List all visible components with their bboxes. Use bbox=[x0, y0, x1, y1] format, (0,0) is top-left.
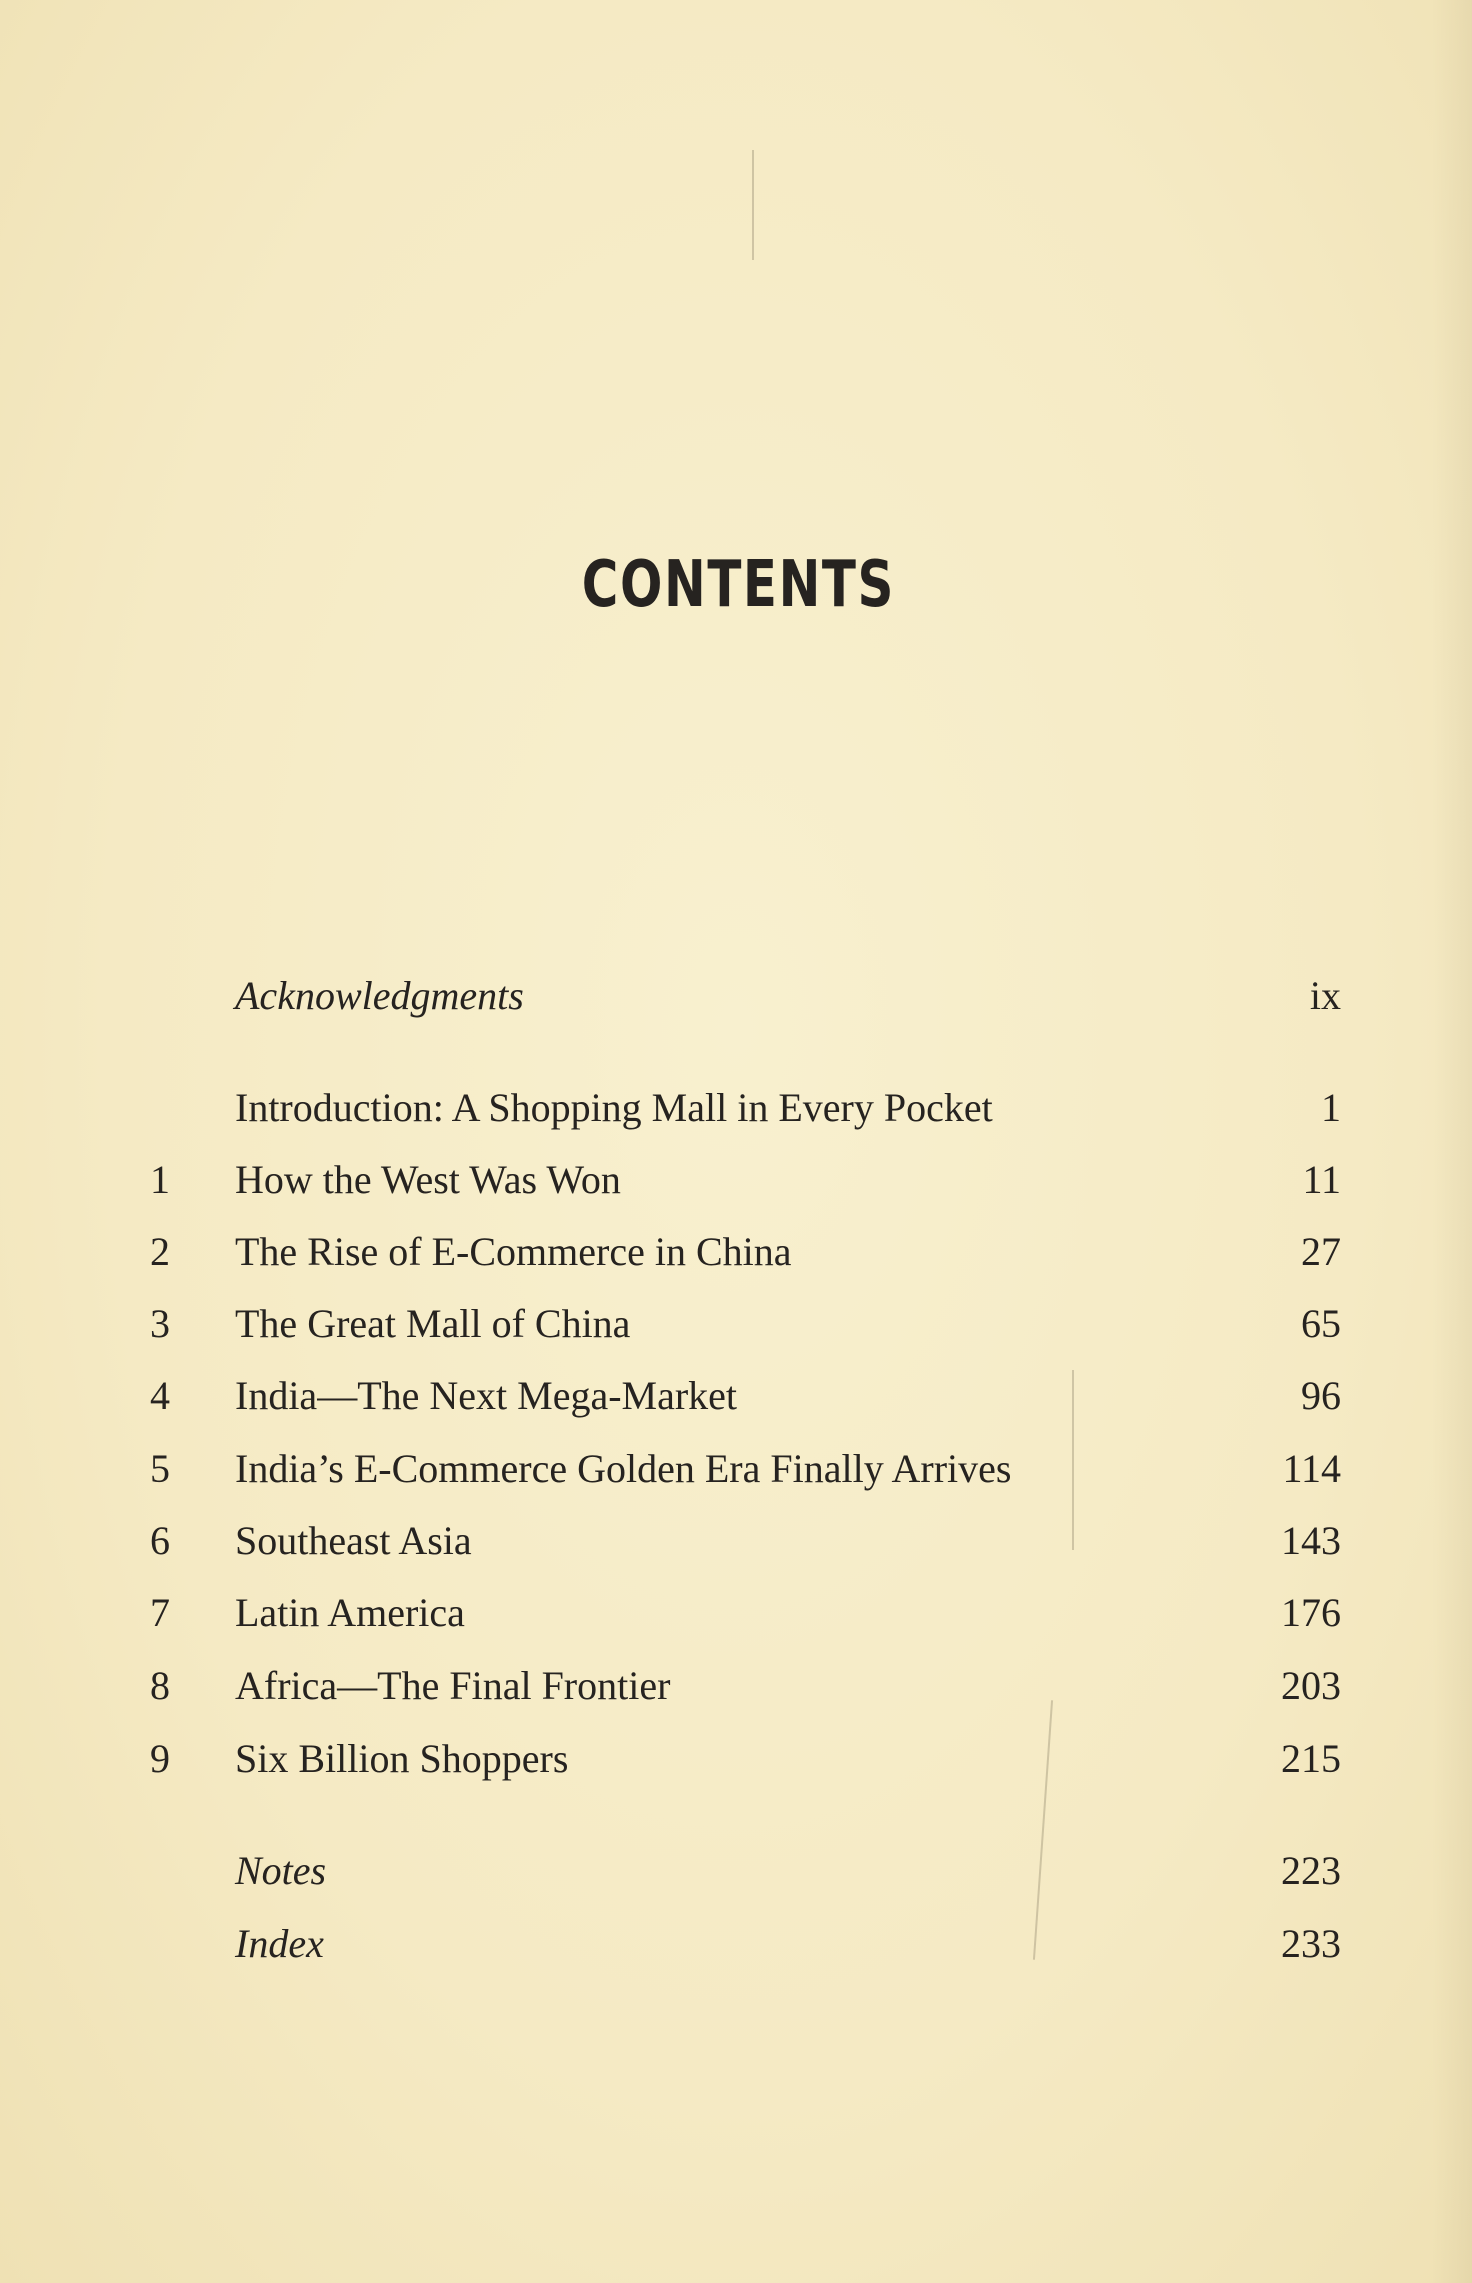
toc-entry-number: 7 bbox=[150, 1590, 170, 1635]
toc-entry-notes[interactable] bbox=[0, 1841, 1472, 1901]
toc-entry-number: 3 bbox=[150, 1301, 170, 1346]
toc-entry-title: The Great Mall of China bbox=[235, 1301, 631, 1346]
toc-entry-number: 8 bbox=[150, 1663, 170, 1708]
toc-entry-page: 203 bbox=[1281, 1663, 1341, 1708]
toc-entry-acknowledgments[interactable] bbox=[0, 966, 1472, 1026]
toc-entry-title: India’s E-Commerce Golden Era Finally Arrives bbox=[235, 1446, 1012, 1491]
toc-entry-introduction[interactable] bbox=[0, 1078, 1472, 1138]
toc-entry-number: 4 bbox=[150, 1373, 170, 1418]
toc-entry-title: Notes bbox=[235, 1848, 327, 1893]
toc-entry-title: The Rise of E-Commerce in China bbox=[235, 1229, 792, 1274]
toc-entry-title: Latin America bbox=[235, 1590, 465, 1635]
toc-entry-page: 1 bbox=[1321, 1085, 1341, 1130]
toc-entry-page: 176 bbox=[1281, 1590, 1341, 1635]
toc-entry-page: 96 bbox=[1301, 1373, 1341, 1418]
toc-entry-page: 233 bbox=[1281, 1921, 1341, 1966]
toc-entry-page: 223 bbox=[1281, 1848, 1341, 1893]
toc-entry-page: 65 bbox=[1301, 1301, 1341, 1346]
toc-entry-index[interactable] bbox=[0, 1914, 1472, 1974]
toc-entry-number: 6 bbox=[150, 1518, 170, 1563]
toc-entry-page: 27 bbox=[1301, 1229, 1341, 1274]
toc-entry-page: 114 bbox=[1282, 1446, 1341, 1491]
toc-entry-title: Africa—The Final Frontier bbox=[235, 1663, 671, 1708]
toc-entry-number: 5 bbox=[150, 1446, 170, 1491]
toc-entry-chapter-4[interactable] bbox=[0, 1366, 1472, 1426]
page-title: CONTENTS bbox=[581, 548, 896, 622]
toc-entry-chapter-2[interactable] bbox=[0, 1222, 1472, 1282]
toc-entry-number: 9 bbox=[150, 1736, 170, 1781]
toc-entry-title: How the West Was Won bbox=[235, 1157, 621, 1202]
toc-entry-chapter-9[interactable] bbox=[0, 1729, 1472, 1789]
toc-entry-page: 143 bbox=[1281, 1518, 1341, 1563]
toc-entry-number: 1 bbox=[150, 1157, 170, 1202]
toc-entry-title: India—The Next Mega-Market bbox=[235, 1373, 738, 1418]
toc-entry-page: 215 bbox=[1281, 1736, 1341, 1781]
toc-entry-title: Acknowledgments bbox=[235, 973, 524, 1018]
toc-entry-chapter-5[interactable] bbox=[0, 1439, 1472, 1499]
toc-entry-chapter-1[interactable] bbox=[0, 1150, 1472, 1210]
toc-entry-page: ix bbox=[1309, 973, 1341, 1018]
toc-entry-title: Introduction: A Shopping Mall in Every Pocket bbox=[235, 1085, 993, 1130]
toc-entry-title: Southeast Asia bbox=[235, 1518, 472, 1563]
toc-entry-chapter-8[interactable] bbox=[0, 1656, 1472, 1716]
toc-entry-title: Index bbox=[235, 1921, 324, 1966]
toc-entry-number: 2 bbox=[150, 1229, 170, 1274]
toc-entry-page: 11 bbox=[1302, 1157, 1341, 1202]
toc-entry-chapter-3[interactable] bbox=[0, 1294, 1472, 1354]
toc-entry-chapter-7[interactable] bbox=[0, 1583, 1472, 1643]
toc-entry-title: Six Billion Shoppers bbox=[235, 1736, 569, 1781]
toc-entry-chapter-6[interactable] bbox=[0, 1511, 1472, 1571]
